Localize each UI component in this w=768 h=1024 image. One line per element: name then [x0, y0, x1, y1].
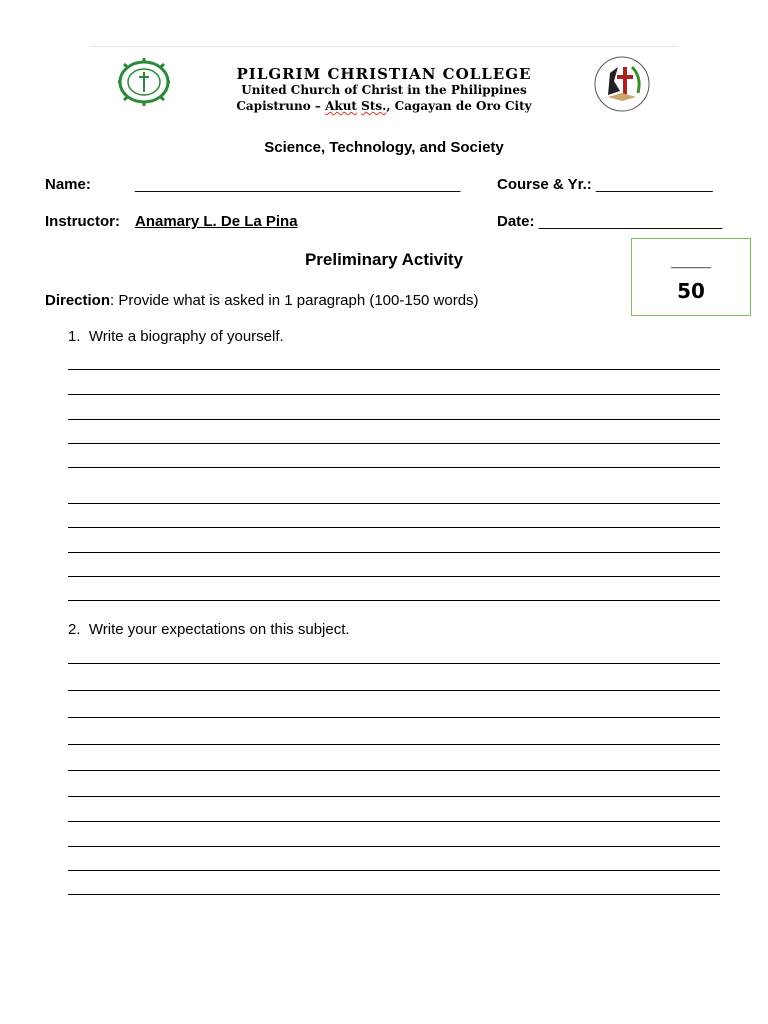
answer-line[interactable] [68, 576, 720, 577]
question-text: Write a biography of yourself. [88, 328, 284, 345]
instructor-label: Instructor: [45, 213, 120, 230]
question-text: Write your expectations on this subject. [88, 621, 350, 638]
answer-line[interactable] [68, 527, 720, 528]
church-name: United Church of Christ in the Philippines [241, 83, 527, 97]
college-header [200, 66, 568, 114]
college-address [200, 98, 568, 114]
college-name: PILGRIM CHRISTIAN COLLEGE [236, 65, 532, 83]
question-2 [68, 621, 350, 638]
answer-line[interactable] [68, 443, 720, 444]
answer-line[interactable] [68, 552, 720, 553]
answer-line[interactable] [68, 717, 720, 718]
address-part: Akut [325, 99, 357, 113]
name-field[interactable]: _______________________________________ [135, 176, 461, 193]
question-number: 2. [68, 621, 81, 638]
course-field[interactable] [497, 176, 713, 193]
answer-line[interactable] [68, 503, 720, 504]
header-divider [90, 46, 678, 47]
address-part: , Cagayan de Oro City [386, 99, 532, 113]
score-box [631, 238, 751, 316]
answer-line[interactable] [68, 663, 720, 664]
question-1 [68, 328, 284, 345]
answer-line[interactable] [68, 369, 720, 370]
answer-line[interactable] [68, 744, 720, 745]
address-part: Capistruno – [236, 99, 326, 113]
activity-title: Preliminary Activity [304, 250, 464, 269]
course-label: Course & Yr.: [497, 176, 592, 193]
subject-title: Science, Technology, and Society [264, 139, 504, 156]
answer-line[interactable] [68, 821, 720, 822]
name-label: Name: [45, 176, 91, 193]
course-blank: ______________ [595, 176, 713, 193]
direction-label: Direction [45, 292, 111, 309]
answer-line[interactable] [68, 419, 720, 420]
date-label: Date: [497, 213, 535, 230]
direction-text: : Provide what is asked in 1 paragraph (100-150 words) [110, 292, 479, 309]
answer-line[interactable] [68, 796, 720, 797]
answer-line[interactable] [68, 846, 720, 847]
answer-line[interactable] [68, 467, 720, 468]
answer-line[interactable] [68, 894, 720, 895]
answer-line[interactable] [68, 600, 720, 601]
instructor-value: Anamary L. De La Pina [135, 213, 298, 230]
score-total: 50 [677, 279, 705, 303]
score-blank[interactable]: ____ [670, 250, 712, 270]
answer-line[interactable] [68, 394, 720, 395]
answer-line[interactable] [68, 870, 720, 871]
answer-line[interactable] [68, 770, 720, 771]
ucc-logo [588, 55, 656, 113]
direction [45, 292, 479, 309]
answer-line[interactable] [68, 690, 720, 691]
date-field[interactable] [497, 213, 722, 230]
date-blank: ______________________ [538, 213, 723, 230]
question-number: 1. [68, 328, 81, 345]
college-seal-logo [104, 56, 184, 108]
address-part: Sts. [361, 99, 387, 113]
